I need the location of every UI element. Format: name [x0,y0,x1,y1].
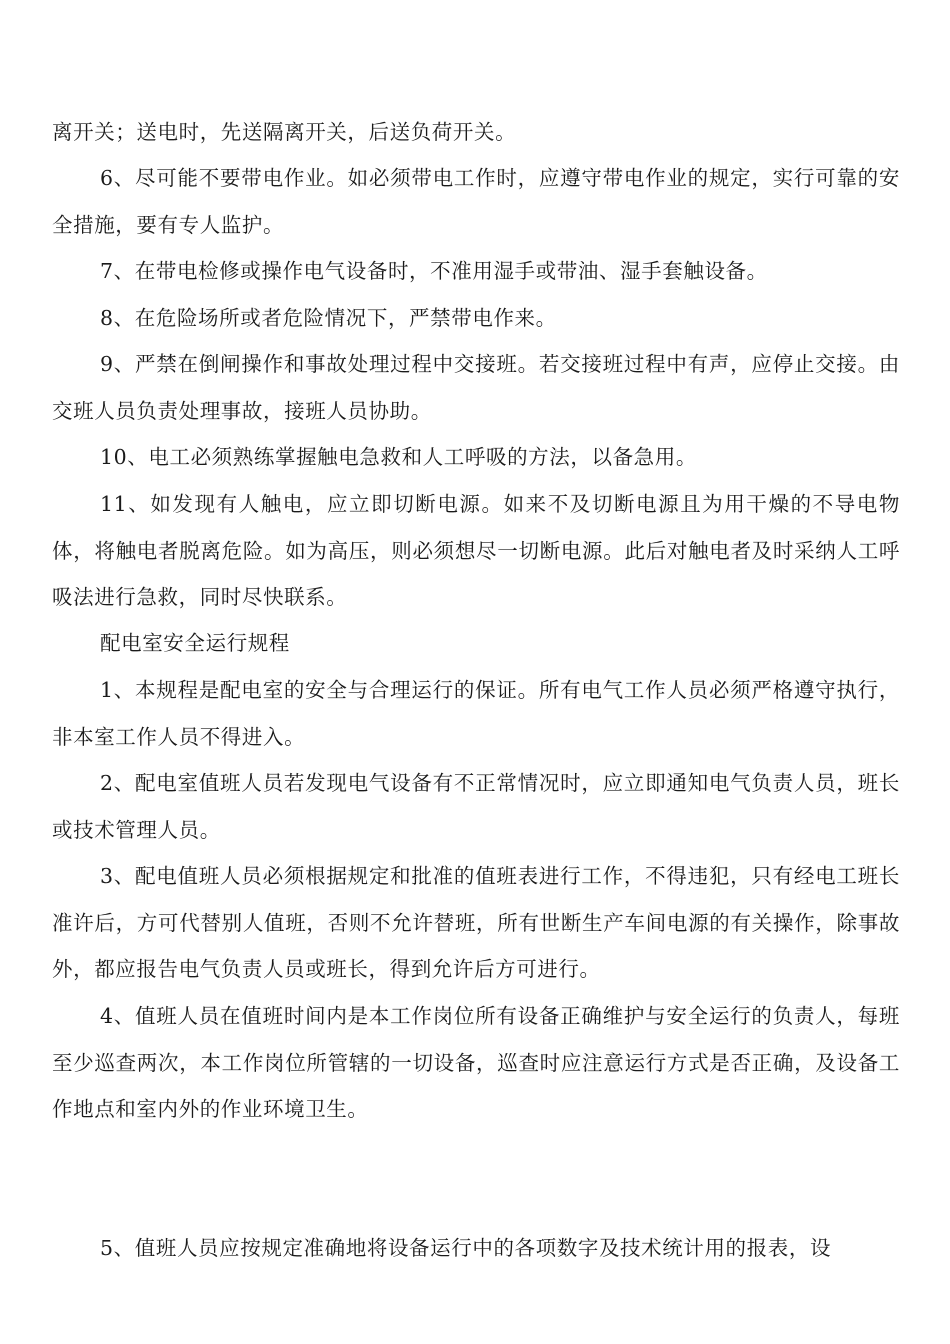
paragraph-item-11: 11、如发现有人触电，应立即切断电源。如来不及切断电源且为用干燥的不导电物体，将触电者脱离危险。如为高压，则必须想尽一切断电源。此后对触电者及时采纳人工呼吸法进行急救，同时尽快联系。 [52,492,900,609]
paragraph-item-9: 9、严禁在倒闸操作和事故处理过程中交接班。若交接班过程中有声，应停止交接。由交班人员负责处理事故，接班人员协助。 [52,352,900,423]
paragraph-rule-5: 5、值班人员应按规定准确地将设备运行中的各项数字及技术统计用的报表，设 [100,1236,832,1260]
paragraph-item-8: 8、在危险场所或者危险情况下，严禁带电作来。 [100,306,557,330]
paragraph-rule-1: 1、本规程是配电室的安全与合理运行的保证。所有电气工作人员必须严格遵守执行，非本室工作人员不得进入。 [52,678,900,749]
paragraph-rule-2: 2、配电室值班人员若发现电气设备有不正常情况时，应立即通知电气负责人员，班长或技术管理人员。 [52,771,900,842]
paragraph-rule-4: 4、值班人员在值班时间内是本工作岗位所有设备正确维护与安全运行的负责人，每班至少巡查两次，本工作岗位所管辖的一切设备，巡查时应注意运行方式是否正确，及设备工作地点和室内外的作业环境卫生。 [52,1004,900,1121]
paragraph-continuation: 离开关；送电时，先送隔离开关，后送负荷开关。 [52,120,517,144]
paragraph-item-10: 10、电工必须熟练掌握触电急救和人工呼吸的方法，以备急用。 [100,445,697,469]
paragraph-rule-3: 3、配电值班人员必须根据规定和批准的值班表进行工作，不得违犯，只有经电工班长准许后，方可代替别人值班，否则不允许替班，所有世断生产车间电源的有关操作，除事故外，都应报告电气负责人员或班长，得到允许后方可进行。 [52,864,900,981]
paragraph-item-6: 6、尽可能不要带电作业。如必须带电工作时，应遵守带电作业的规定，实行可靠的安全措施，要有专人监护。 [52,166,900,237]
paragraph-item-7: 7、在带电检修或操作电气设备时，不准用湿手或带油、湿手套触设备。 [100,259,768,283]
section-heading: 配电室安全运行规程 [100,631,290,655]
